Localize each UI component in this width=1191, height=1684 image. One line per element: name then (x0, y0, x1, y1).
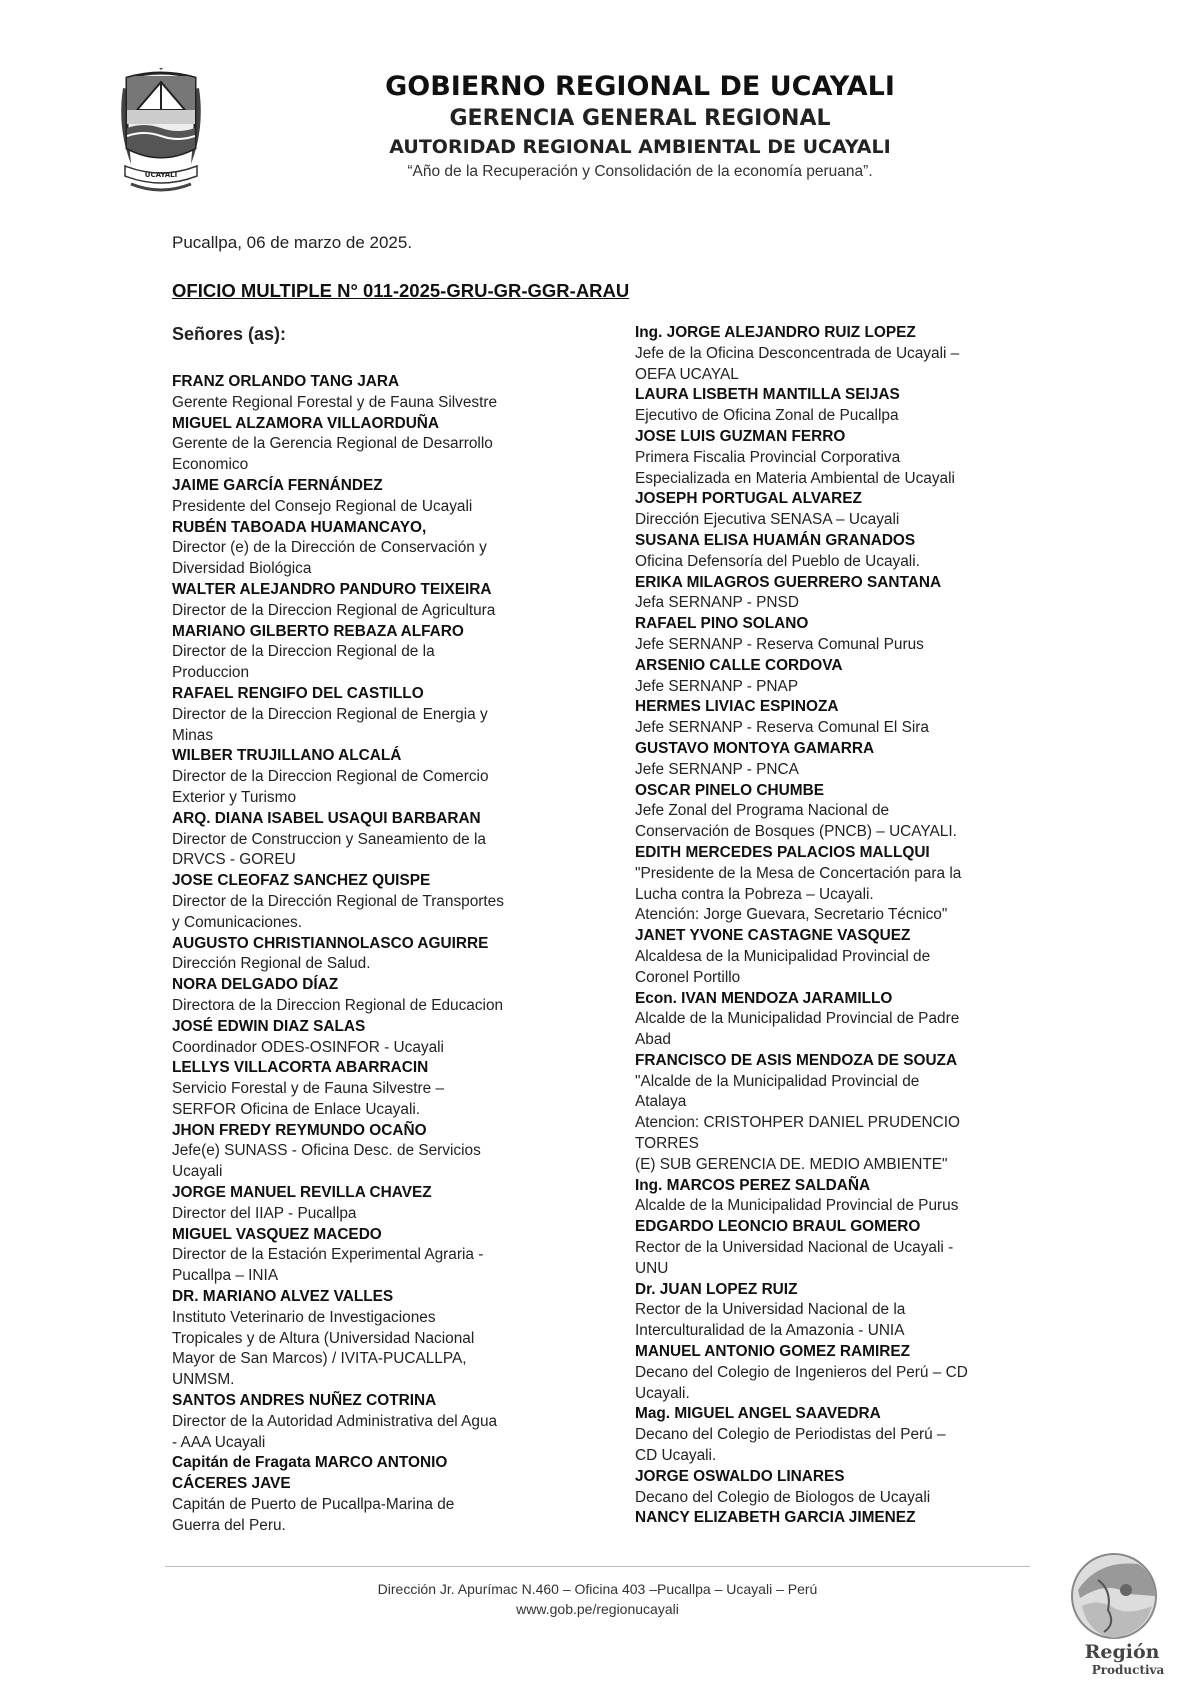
recipient-entry (635, 1508, 1045, 1529)
recipient-role: Servicio Forestal y de Fauna Silvestre – SERFOR Oficina de Enlace Ucayali. (172, 1080, 445, 1118)
recipient-entry (635, 323, 1045, 385)
recipient-name: Econ. IVAN MENDOZA JARAMILLO (635, 989, 893, 1007)
recipient-role: Jefe SERNANP - Reserva Comunal El Sira (635, 719, 929, 737)
recipient-role: Jefe Zonal del Programa Nacional de Conservación de Bosques (PNCB) – UCAYALI. (635, 802, 957, 841)
letter-greeting: Señores (as): (172, 324, 287, 344)
recipient-entry (172, 622, 557, 684)
recipient-role: Instituto Veterinario de Investigaciones Tropicales y de Altura (Universidad Nacional Mayor de San Marcos) / IVITA-PUCALLPA, UNMSM. (172, 1308, 475, 1389)
recipient-entry (635, 385, 1045, 427)
footer-divider (165, 1566, 1030, 1567)
recipient-role: Capitán de Puerto de Pucallpa-Marina de Guerra del Peru. (172, 1496, 455, 1534)
recipient-name: JOSE LUIS GUZMAN FERRO (635, 427, 846, 445)
recipient-entry (172, 476, 557, 518)
recipient-name: MANUEL ANTONIO GOMEZ RAMIREZ (635, 1343, 911, 1361)
recipient-name: SANTOS ANDRES NUÑEZ COTRINA (172, 1392, 437, 1410)
brand-line-2: Productiva (1091, 1663, 1165, 1677)
recipient-entry (635, 1404, 1045, 1466)
recipient-role: Director de la Dirección Regional de Transportes y Comunicaciones. (172, 892, 504, 931)
letter-date: Pucallpa, 06 de marzo de 2025. (172, 233, 413, 252)
authority-title: AUTORIDAD REGIONAL AMBIENTAL DE UCAYALI (389, 136, 891, 158)
recipient-name: JANET YVONE CASTAGNE VASQUEZ (635, 927, 911, 945)
recipient-entry (635, 531, 1045, 573)
recipient-role: Director de la Direccion Regional de Comercio Exterior y Turismo (172, 768, 489, 806)
recipient-name: RAFAEL RENGIFO DEL CASTILLO (172, 684, 424, 702)
recipient-name: LAURA LISBETH MANTILLA SEIJAS (635, 386, 900, 404)
recipient-role: Alcalde de la Municipalidad Provincial de Padre Abad (635, 1010, 960, 1049)
recipient-name: JORGE OSWALDO LINARES (635, 1467, 845, 1485)
recipient-name: RUBÉN TABOADA HUAMANCAYO, (172, 518, 427, 536)
recipient-name: Ing. JORGE ALEJANDRO RUIZ LOPEZ (635, 324, 916, 341)
recipient-name: WALTER ALEJANDRO PANDURO TEIXEIRA (172, 580, 492, 598)
recipient-name: MIGUEL ALZAMORA VILLAORDUÑA (172, 414, 440, 432)
recipient-entry (172, 1391, 557, 1453)
recipient-name: Mag. MIGUEL ANGEL SAAVEDRA (635, 1405, 881, 1423)
recipient-entry (635, 489, 1045, 531)
recipient-name: EDITH MERCEDES PALACIOS MALLQUI (635, 843, 930, 861)
recipient-entry (172, 684, 557, 746)
recipient-role: Decano del Colegio de Biologos de Ucayali (635, 1488, 931, 1506)
recipient-entry (635, 739, 1045, 781)
recipient-role: Presidente del Consejo Regional de Ucayali (172, 497, 473, 515)
recipient-entry (172, 975, 557, 1017)
recipient-name: Capitán de Fragata MARCO ANTONIO CÁCERES JAVE (172, 1454, 448, 1493)
recipient-role: Directora de la Direccion Regional de Educacion (172, 996, 504, 1014)
recipients-left-column (172, 372, 557, 1537)
recipient-name: WILBER TRUJILLANO ALCALÁ (172, 747, 402, 765)
recipient-role: Gerente Regional Forestal y de Fauna Silvestre (172, 393, 498, 411)
recipient-entry (172, 1287, 557, 1391)
recipient-role: Oficina Defensoría del Pueblo de Ucayali. (635, 552, 920, 570)
recipient-entry (635, 1467, 1045, 1509)
recipient-entry (635, 573, 1045, 615)
org-title: GOBIERNO REGIONAL DE UCAYALI (385, 71, 895, 102)
recipient-name: JORGE MANUEL REVILLA CHAVEZ (172, 1184, 432, 1202)
region-productiva-logo (1068, 1550, 1178, 1678)
recipient-name: JOSÉ EDWIN DIAZ SALAS (172, 1017, 366, 1035)
recipient-entry (635, 697, 1045, 739)
brand-line-1: Región (1084, 1641, 1160, 1663)
recipient-role: Rector de la Universidad Nacional de la Interculturalidad de la Amazonia - UNIA (635, 1301, 906, 1340)
recipient-role: Coordinador ODES-OSINFOR - Ucayali (172, 1038, 444, 1056)
letter-reference: OFICIO MULTIPLE N° 011-2025-GRU-GR-GGR-ARAU (172, 280, 630, 301)
footer (165, 1579, 1030, 1619)
recipient-entry (172, 1225, 557, 1287)
recipient-entry (172, 1058, 557, 1120)
recipient-name: JOSEPH PORTUGAL ALVAREZ (635, 490, 862, 508)
recipient-entry (635, 656, 1045, 698)
recipient-entry (172, 414, 557, 476)
recipient-name: LELLYS VILLACORTA ABARRACIN (172, 1059, 429, 1077)
recipient-role: Director de la Direccion Regional de Agricultura (172, 601, 496, 619)
recipient-entry (635, 926, 1045, 988)
recipient-role: Director (e) de la Dirección de Conservación y Diversidad Biológica (172, 539, 487, 578)
letterhead (280, 70, 1000, 182)
recipient-entry (635, 614, 1045, 656)
footer-address: Dirección Jr. Apurímac N.460 – Oficina 403 –Pucallpa – Ucayali – Perú (377, 1581, 818, 1597)
recipient-name: ERIKA MILAGROS GUERRERO SANTANA (635, 573, 942, 591)
recipient-name: AUGUSTO CHRISTIANNOLASCO AGUIRRE (172, 934, 489, 952)
recipient-role: Jefa SERNANP - PNSD (635, 594, 799, 612)
recipient-role: Director de la Estación Experimental Agraria - Pucallpa – INIA (172, 1246, 484, 1285)
recipient-role: Director de la Direccion Regional de la Produccion (172, 643, 435, 682)
recipient-name: JOSE CLEOFAZ SANCHEZ QUISPE (172, 872, 431, 890)
recipient-entry (172, 372, 557, 414)
recipients-right-column (635, 323, 1045, 1529)
recipient-name: JAIME GARCÍA FERNÁNDEZ (172, 476, 383, 494)
recipient-entry (635, 427, 1045, 489)
recipient-name: EDGARDO LEONCIO BRAUL GOMERO (635, 1218, 921, 1236)
recipient-entry (172, 934, 557, 976)
recipient-entry (172, 1121, 557, 1183)
recipient-name: FRANCISCO DE ASIS MENDOZA DE SOUZA (635, 1051, 958, 1069)
recipient-role: "Presidente de la Mesa de Concertación para la Lucha contra la Pobreza – Ucayali. Atención: Jorge Guevara, Secretario Técnico" (635, 864, 962, 924)
recipient-entry (635, 1342, 1045, 1404)
recipient-role: Decano del Colegio de Periodistas del Perú – CD Ucayali. (635, 1426, 946, 1465)
recipient-role: Primera Fiscalia Provincial Corporativa Especializada en Materia Ambiental de Ucayali (635, 448, 955, 487)
recipient-role: Alcalde de la Municipalidad Provincial de Purus (635, 1197, 959, 1215)
recipient-entry (635, 1176, 1045, 1218)
recipient-name: RAFAEL PINO SOLANO (635, 615, 809, 633)
recipient-name: MARIANO GILBERTO REBAZA ALFARO (172, 622, 464, 640)
recipient-role: Jefe SERNANP - PNAP (635, 677, 799, 695)
recipient-role: Director de la Direccion Regional de Energia y Minas (172, 705, 488, 744)
recipient-role: Rector de la Universidad Nacional de Ucayali - UNU (635, 1239, 954, 1277)
recipient-role: "Alcalde de la Municipalidad Provincial de Atalaya Atencion: CRISTOHPER DANIEL PRUDENCIO TORRES (E) SUB GERENCIA DE. MEDIO AMBIENTE" (635, 1072, 960, 1173)
recipient-role: Decano del Colegio de Ingenieros del Perú – CD Ucayali. (635, 1363, 968, 1402)
recipient-entry (172, 746, 557, 808)
recipient-entry (172, 809, 557, 871)
recipient-entry (172, 871, 557, 933)
seal-text: UCAYALI (144, 171, 178, 179)
recipient-entry (635, 843, 1045, 926)
recipient-role: Jefe(e) SUNASS - Oficina Desc. de Servicios Ucayali (172, 1142, 481, 1181)
year-motto: “Año de la Recuperación y Consolidación de la economía peruana”. (407, 163, 873, 180)
recipient-role: Director del IIAP - Pucallpa (172, 1204, 357, 1222)
regional-seal-logo (117, 68, 205, 200)
recipient-name: NANCY ELIZABETH GARCIA JIMENEZ (635, 1509, 916, 1527)
recipient-entry (172, 580, 557, 622)
recipient-role: Ejecutivo de Oficina Zonal de Pucallpa (635, 407, 899, 425)
recipient-name: ARQ. DIANA ISABEL USAQUI BARBARAN (172, 809, 481, 827)
recipient-name: GUSTAVO MONTOYA GAMARRA (635, 739, 875, 757)
recipient-entry (172, 1183, 557, 1225)
recipient-name: MIGUEL VASQUEZ MACEDO (172, 1225, 382, 1243)
recipient-name: JHON FREDY REYMUNDO OCAÑO (172, 1121, 427, 1139)
recipient-role: Director de Construccion y Saneamiento de la DRVCS - GOREU (172, 830, 486, 869)
recipient-entry (635, 781, 1045, 843)
recipient-entry (635, 1280, 1045, 1342)
recipient-name: FRANZ ORLANDO TANG JARA (172, 373, 400, 390)
department-title: GERENCIA GENERAL REGIONAL (449, 106, 831, 131)
recipient-name: Ing. MARCOS PEREZ SALDAÑA (635, 1176, 871, 1194)
recipient-role: Jefe SERNANP - PNCA (635, 760, 799, 778)
recipient-name: OSCAR PINELO CHUMBE (635, 781, 824, 799)
recipient-name: SUSANA ELISA HUAMÁN GRANADOS (635, 531, 916, 549)
footer-website: www.gob.pe/regionucayali (516, 1601, 679, 1617)
recipient-role: Director de la Autoridad Administrativa del Agua - AAA Ucayali (172, 1412, 498, 1451)
recipient-entry (172, 518, 557, 580)
recipient-entry (172, 1453, 557, 1536)
recipient-name: NORA DELGADO DÍAZ (172, 976, 339, 994)
recipient-role: Alcaldesa de la Municipalidad Provincial de Coronel Portillo (635, 947, 931, 986)
recipient-name: ARSENIO CALLE CORDOVA (635, 656, 843, 674)
recipient-role: Dirección Regional de Salud. (172, 955, 371, 973)
recipient-entry (635, 989, 1045, 1051)
recipient-entry (172, 1017, 557, 1059)
recipient-name: HERMES LIVIAC ESPINOZA (635, 698, 839, 716)
recipient-name: DR. MARIANO ALVEZ VALLES (172, 1288, 394, 1306)
recipient-name: Dr. JUAN LOPEZ RUIZ (635, 1280, 798, 1298)
recipient-role: Dirección Ejecutiva SENASA – Ucayali (635, 511, 900, 529)
recipient-entry (635, 1051, 1045, 1176)
recipient-role: Gerente de la Gerencia Regional de Desarrollo Economico (172, 435, 493, 474)
recipient-role: Jefe de la Oficina Desconcentrada de Ucayali – OEFA UCAYAL (635, 344, 960, 383)
recipient-entry (635, 1217, 1045, 1279)
recipient-role: Jefe SERNANP - Reserva Comunal Purus (635, 635, 924, 653)
